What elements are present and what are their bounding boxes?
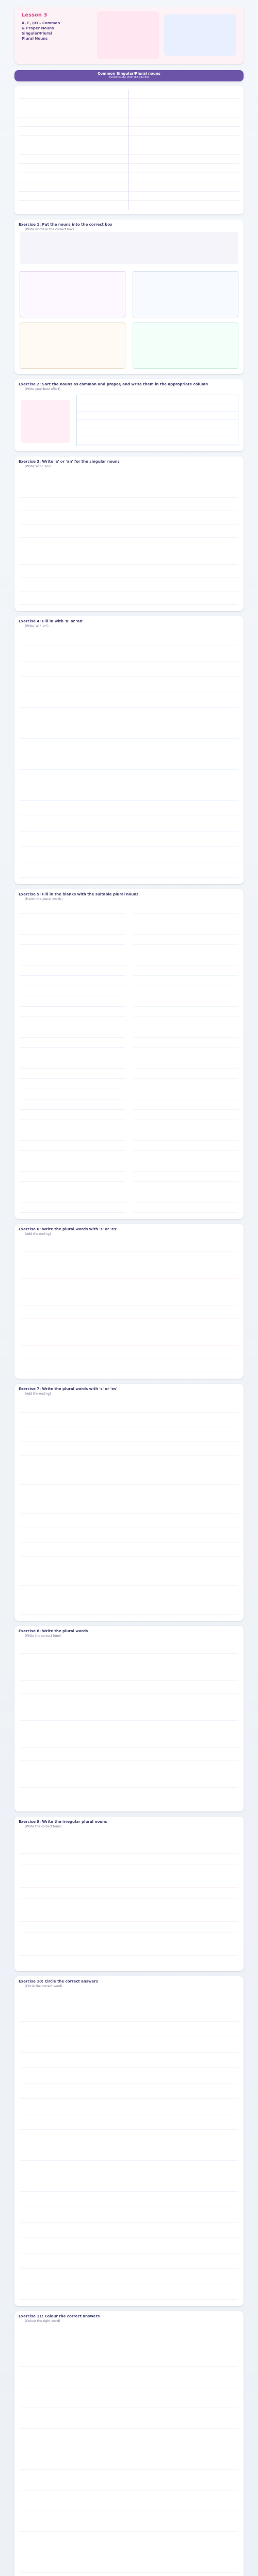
answer-box[interactable] <box>133 271 238 317</box>
title-line: Plural Nouns <box>22 37 48 41</box>
title-line: & Proper Nouns <box>22 26 54 30</box>
banner-sub: (Quick study: what did you do) <box>109 76 149 79</box>
lesson-label: Lesson 3 <box>22 12 47 18</box>
banner-heading: Common Singular/Plural nouns <box>98 72 160 76</box>
exercise-9 <box>14 1817 244 1971</box>
exercise-subtitle: (Match the plural words) <box>25 897 63 901</box>
exercise-5 <box>14 889 244 1219</box>
exercise-10 <box>14 1976 244 2306</box>
title-line: Singular/Plural <box>22 31 52 36</box>
exercise-title: Exercise 11: Colour the correct answers <box>19 2314 100 2318</box>
exercise-subtitle: (Write words in the correct box) <box>25 228 74 231</box>
illustration <box>164 14 236 56</box>
exercise-1 <box>14 219 244 374</box>
exercise-subtitle: (Add the ending) <box>25 1232 51 1236</box>
exercise-7 <box>14 1384 244 1621</box>
vocab-table <box>14 86 244 214</box>
exercise-subtitle: (Add the ending) <box>25 1392 51 1396</box>
exercise-subtitle: (Write 'a' / 'an') <box>25 624 49 628</box>
answer-table <box>133 904 238 1213</box>
exercise-11 <box>14 2311 244 2576</box>
answer-grid <box>20 1831 238 1966</box>
exercise-2 <box>14 379 244 451</box>
exercise-subtitle: (Colour the right word) <box>25 2319 60 2323</box>
exercise-title: Exercise 9: Write the irregular plural nouns <box>19 1820 107 1824</box>
answer-grid <box>20 2326 238 2576</box>
answer-grid <box>20 1239 238 1374</box>
answer-table <box>20 904 125 1213</box>
answer-grid <box>20 471 238 606</box>
title-line: A, E, I/O – Common <box>22 21 60 25</box>
answer-box[interactable] <box>20 271 125 317</box>
exercise-3 <box>14 456 244 611</box>
answer-grid <box>20 1398 238 1615</box>
exercise-title: Exercise 10: Circle the correct answers <box>19 1979 98 1984</box>
banner-card <box>14 70 244 81</box>
exercise-6 <box>14 1224 244 1379</box>
exercise-subtitle: (Write the correct form) <box>25 1634 62 1638</box>
exercise-4 <box>14 616 244 884</box>
answer-box[interactable] <box>20 323 125 369</box>
exercise-title: Exercise 6: Write the plural words with 's' or 'es' <box>19 1227 118 1231</box>
exercise-title: Exercise 4: Fill in with 'a' or 'an' <box>19 619 84 623</box>
title-card <box>14 7 244 64</box>
exercise-subtitle: (Write your best effort) <box>25 387 61 391</box>
word-bank <box>20 232 238 264</box>
exercise-title: Exercise 3: Write 'a' or 'an' for the singular nouns <box>19 460 120 464</box>
exercise-title: Exercise 7: Write the plural words with 's' or 'es' <box>19 1387 118 1391</box>
exercise-title: Exercise 5: Fill in the blanks with the suitable plural nouns <box>19 892 139 896</box>
exercise-title: Exercise 2: Sort the nouns as common and proper, and write them in the appropriate column <box>19 382 208 386</box>
answer-grid <box>20 631 238 878</box>
answer-grid <box>20 1640 238 1805</box>
illustration <box>97 11 159 59</box>
answer-table <box>76 395 238 446</box>
exercise-subtitle: (Write the correct form) <box>25 1825 62 1828</box>
answer-box[interactable] <box>133 323 238 369</box>
illustration <box>21 400 70 443</box>
answer-grid <box>20 1991 238 2300</box>
exercise-8 <box>14 1626 244 1811</box>
exercise-title: Exercise 1: Put the nouns into the correct box <box>19 223 112 227</box>
exercise-subtitle: (Write 'a' or 'an') <box>25 465 51 468</box>
exercise-title: Exercise 8: Write the plural words <box>19 1629 88 1633</box>
exercise-subtitle: (Circle the correct word) <box>25 1985 62 1988</box>
